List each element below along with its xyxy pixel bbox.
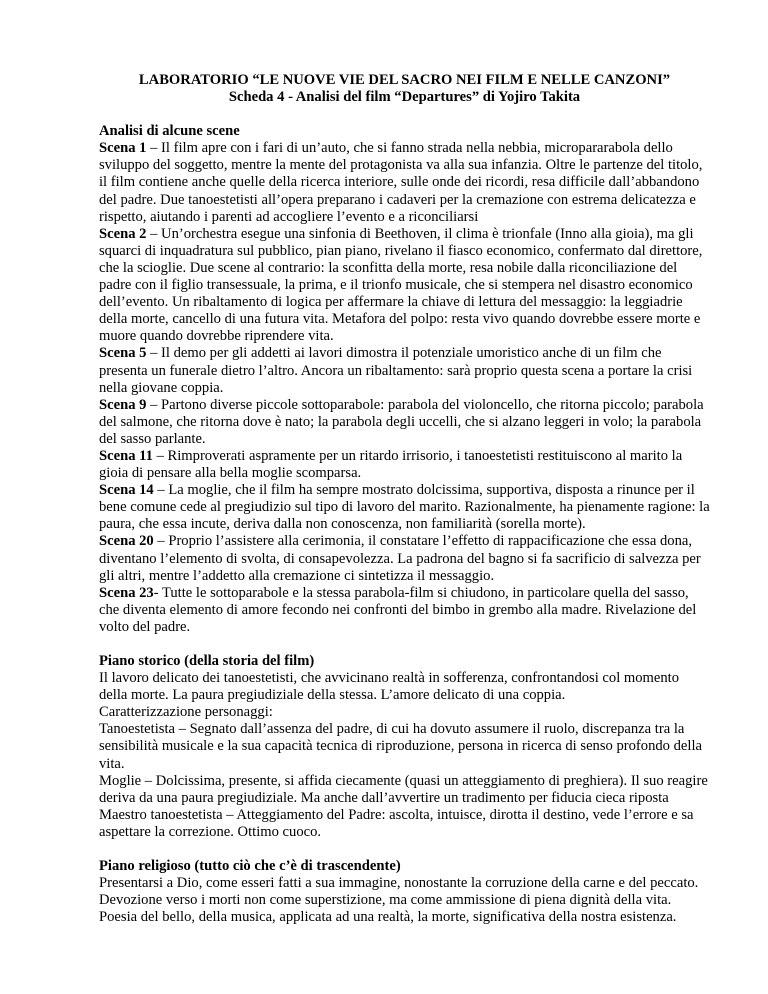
scene-paragraph xyxy=(99,345,710,396)
body-paragraph: Maestro tanoestetista – Atteggiamento del Padre: ascolta, intuisce, dirotta il destino, vede l’errore e sa aspettare la correzione. Ottimo cuoco. xyxy=(99,806,694,840)
scene-label: Scena 5 xyxy=(99,345,147,362)
scene-label: Scena 14 xyxy=(99,482,154,499)
section-heading-storico: Piano storico (della storia del film) xyxy=(99,653,315,669)
body-paragraph: Il lavoro delicato dei tanoestetisti, che avvicinano realtà in sofferenza, confrontandosi col momento della morte. La paura pregiudiziale della stessa. L’amore delicato di una coppia. xyxy=(99,670,680,704)
document-title: LABORATORIO “LE NUOVE VIE DEL SACRO NEI FILM E NELLE CANZONI” xyxy=(138,72,671,88)
scene-paragraph xyxy=(99,448,710,482)
body-paragraph: Presentarsi a Dio, come esseri fatti a sua immagine, nonostante la corruzione della carne e del peccato. Devozione verso i morti non come superstizione, ma come ammissione di piena dignità della vita. Poesia del bello, della musica, applicata ad una realtà, la morte, significativa della nostra esistenza. xyxy=(99,875,699,926)
section-heading-analisi: Analisi di alcune scene xyxy=(99,123,240,140)
scene-label: Scena 2 xyxy=(99,225,147,242)
scene-text: – Partono diverse piccole sottoparabole: parabola del violoncello, che ritorna piccolo; parabola del salmone, che ritorna dove è nato; la parabola degli uccelli, che si alzano leggeri in volo; la parabola del sasso parlante. xyxy=(99,396,704,447)
scene-text: - Tutte le sottoparabole e la stessa parabola-film si chiudono, in particolare quella del sasso, che diventa elemento di amore fecondo nei confronti del bimbo in grembo alla madre. Rivelazione del volto del padre. xyxy=(99,584,697,635)
scene-label: Scena 9 xyxy=(99,396,147,413)
section-spacer xyxy=(99,841,710,858)
scene-paragraph xyxy=(99,226,710,346)
scene-paragraph xyxy=(99,482,710,533)
scene-paragraph xyxy=(99,585,710,636)
scene-text: – Il film apre con i fari di un’auto, che si fanno strada nella nebbia, micropararabola dello sviluppo del soggetto, mentre la mente del protagonista va alla sua infanzia. Oltre le partenze del titolo, il film contiene anche quelle della ricerca interiore, sulle onde dei ricordi, resa difficile dall’abbandono del padre. Due tanoestetisti all’opera preparano i cadaveri per la cremazione con estrema delicatezza e rispetto, aiutando i parenti ad accogliere l’evento e a riconciliarsi xyxy=(99,140,703,225)
scene-text: – Il demo per gli addetti ai lavori dimostra il potenziale umoristico anche di un film che presenta un funerale dietro l’altro. Ancora un ribaltamento: sarà proprio questa scena a portare la crisi nella giovane coppia. xyxy=(99,345,693,396)
body-paragraph: Moglie – Dolcissima, presente, si affida ciecamente (quasi un atteggiamento di preghiera). Il suo reagire deriva da una paura pregiudiziale. Ma anche dall’avvertire un tradimento per fiducia cieca riposta xyxy=(99,772,708,806)
scene-text: – La moglie, che il film ha sempre mostrato dolcissima, supportiva, disposta a rinunce per il bene comune cede al pregiudizio sul tipo di lavoro del marito. Razionalmente, ha pienamente ragione: la paura, che essa incute, deriva dalla non conoscenza, non familiarità (sorella morte). xyxy=(99,482,710,533)
scene-paragraph xyxy=(99,140,710,225)
scene-text: – Un’orchestra esegue una sinfonia di Beethoven, il clima è trionfale (Inno alla gioia), ma gli squarci di inquadratura sul pubblico, pian piano, rivelano il fiasco economico, confermato dal direttore, che la scioglie. Due scene al contrario: la sconfitta della morte, resa nobile dalla riconciliazione del padre con il figlio transessuale, la prima, e il trionfo musicale, che si stempera nel disastro economico dell’evento. Un ribaltamento di logica per affermare la chiave di lettura del messaggio: la leggiadrie della morte, cancello di una futura vita. Metafora del polpo: resta vivo quando dovrebbe essere morte e muore quando dovrebbe riprendere vita. xyxy=(99,225,703,345)
scene-paragraph xyxy=(99,533,710,584)
scene-paragraph xyxy=(99,397,710,448)
section-spacer xyxy=(99,636,710,653)
body-paragraph: Tanoestetista – Segnato dall’assenza del padre, di cui ha dovuto assumere il ruolo, discrepanza tra la sensibilità musicale e la sua capacità tecnica di riproduzione, persona in ricerca di senso profondo della vita. xyxy=(99,721,702,772)
scene-text: – Rimproverati aspramente per un ritardo irrisorio, i tanoestetisti restituiscono al marito la gioia di pensare alla bella moglie scomparsa. xyxy=(99,447,683,482)
section-heading-religioso: Piano religioso (tutto ciò che c’è di trascendente) xyxy=(99,858,401,875)
scene-label: Scena 20 xyxy=(99,533,154,550)
body-paragraph: Caratterizzazione personaggi: xyxy=(99,704,273,721)
scene-text: – Proprio l’assistere alla cerimonia, il constatare l’effetto di rappacificazione che essa dona, diventano l’elemento di svolta, di consapevolezza. La padrona del bagno si fa sacrificio di salvezza per gli altri, mentre l’addetto alla cremazione ci sintetizza il messaggio. xyxy=(99,533,701,584)
document-subtitle: Scheda 4 - Analisi del film “Departures” di Yojiro Takita xyxy=(228,89,581,106)
scene-label: Scena 23 xyxy=(99,584,154,601)
scene-label: Scena 1 xyxy=(99,140,147,157)
scene-label: Scena 11 xyxy=(99,447,153,464)
